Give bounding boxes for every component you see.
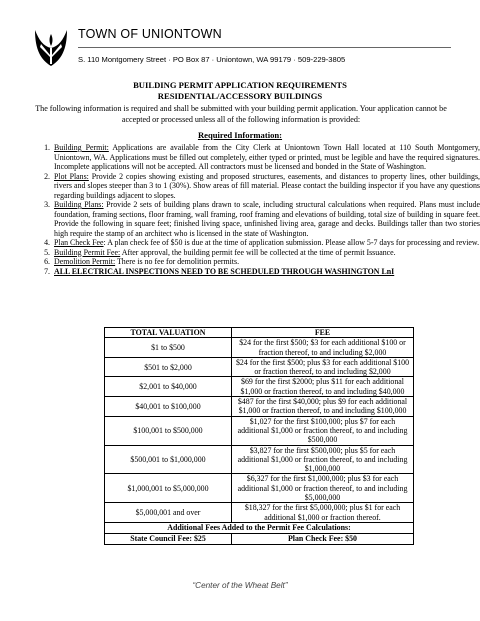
valuation-cell: $500,001 to $1,000,000 xyxy=(105,445,232,474)
fee-cell: $6,327 for the first $1,000,000; plus $3 for each additional $1,000 or fraction thereof, to and including $5,000,000 xyxy=(232,474,414,503)
requirement-label: Demolition Permit: xyxy=(54,257,116,266)
state-council-fee: State Council Fee: $25 xyxy=(105,533,232,544)
additional-fees-values-row xyxy=(105,533,414,544)
requirement-label: Building Permit Fee: xyxy=(54,247,121,257)
requirement-electrical-inspections xyxy=(52,267,480,277)
requirement-text: : A plan check fee of $50 is due at the time of application submission. Please allow 5-7 days for processing and review. xyxy=(103,238,480,247)
requirement-label: Building Plans: xyxy=(54,200,104,209)
table-row xyxy=(105,397,414,417)
fee-cell: $24 for the first $500; $3 for each additional $100 or fraction thereof, to and including $2,000 xyxy=(232,338,414,358)
table-row xyxy=(105,445,414,474)
fee-table xyxy=(104,327,414,545)
requirement-label: ALL ELECTRICAL INSPECTIONS NEED TO BE SCHEDULED THROUGH WASHINGTON LnI xyxy=(54,266,395,276)
valuation-cell: $100,001 to $500,000 xyxy=(105,416,232,445)
town-name: TOWN OF UNIONTOWN xyxy=(78,27,222,41)
additional-fees-row xyxy=(105,522,414,533)
fee-cell: $69 for the first $2000; plus $11 for each additional $1,000 or fraction thereof, to and including $40,000 xyxy=(232,377,414,397)
fee-cell: $1,027 for the first $100,000; plus $7 for each additional $1,000 or fraction thereof, to and including $500,000 xyxy=(232,416,414,445)
requirement-label: Plot Plans: xyxy=(54,171,89,181)
document-title xyxy=(0,80,480,102)
table-row xyxy=(105,377,414,397)
requirement-label: Building Permit: xyxy=(54,143,109,152)
requirement-plan-check-fee xyxy=(52,238,480,248)
table-row xyxy=(105,416,414,445)
footer-slogan: “Center of the Wheat Belt” xyxy=(192,581,288,590)
fee-column-header: FEE xyxy=(232,328,414,338)
title-line-1: BUILDING PERMIT APPLICATION REQUIREMENTS xyxy=(133,80,347,90)
intro-paragraph: The following information is required and shall be submitted with your building permit application. Your application cannot be accepted or processed unless all of the following information is provided: xyxy=(35,104,447,124)
plan-check-fee: Plan Check Fee: $50 xyxy=(232,533,414,544)
additional-fees-heading: Additional Fees Added to the Permit Fee Calculations: xyxy=(105,522,414,533)
requirement-label: Plan Check Fee xyxy=(54,238,104,247)
valuation-column-header: TOTAL VALUATION xyxy=(105,328,232,338)
fee-cell: $487 for the first $40,000; plus $9 for each additional $1,000 or fraction thereof, to and including $100,000 xyxy=(232,397,414,417)
valuation-cell: $1 to $500 xyxy=(105,338,232,358)
required-information-heading xyxy=(0,130,480,140)
requirement-text: After approval, the building permit fee will be collected at the time of permit Issuance. xyxy=(120,247,396,257)
town-address: S. 110 Montgomery Street · PO Box 87 · Uniontown, WA 99179 · 509-229-3805 xyxy=(78,55,346,64)
requirement-text: Provide 2 copies showing existing and proposed structures, easements, and distances to property lines, other buildings, rivers and slopes steeper than 3 to 1 (30%). Show areas of fill material. Please contact the building inspector if you have any questions regarding buildings adjacent to slopes. xyxy=(54,171,480,200)
valuation-cell: $2,001 to $40,000 xyxy=(105,377,232,397)
requirement-plot-plans xyxy=(52,172,480,201)
valuation-cell: $1,000,001 to $5,000,000 xyxy=(105,474,232,503)
fee-cell: $24 for the first $500; plus $3 for each additional $100 or fraction thereof, to and including $2,000 xyxy=(232,357,414,377)
table-row xyxy=(105,503,414,523)
title-line-2: RESIDENTIAL/ACCESSORY BUILDINGS xyxy=(157,91,323,101)
requirement-text: Provide 2 sets of building plans drawn to scale, including structural calculations when required. Plans must include foundation, framing sections, floor framing, wall framing, roof framing and elevations of building, total size of building in square feet. Provide the following in square feet; finished living space, unfinished living area, garage and decks. Buildings taller than two stories high require the stamp of an architect who is licensed in the state of Washington. xyxy=(54,200,480,238)
table-row xyxy=(105,338,414,358)
requirement-building-permit xyxy=(52,143,480,172)
valuation-cell: $5,000,001 and over xyxy=(105,503,232,523)
fee-table-header xyxy=(105,328,414,338)
requirement-building-plans xyxy=(52,200,480,238)
wheat-stalk-icon xyxy=(33,28,69,68)
fee-cell: $3,827 for the first $500,000; plus $5 for each additional $1,000 or fraction thereof, to and including $1,000,000 xyxy=(232,445,414,474)
requirement-text: There is no fee for demolition permits. xyxy=(115,257,240,266)
table-row xyxy=(105,357,414,377)
letterhead-divider xyxy=(78,47,451,48)
valuation-cell: $501 to $2,000 xyxy=(105,357,232,377)
fee-cell: $18,327 for the first $5,000,000; plus $1 for each additional $1,000 or fraction thereof. xyxy=(232,503,414,523)
requirement-building-permit-fee xyxy=(52,248,480,258)
requirements-list xyxy=(30,143,480,276)
valuation-cell: $40,001 to $100,000 xyxy=(105,397,232,417)
letterhead xyxy=(33,26,453,74)
requirement-demolition-permit xyxy=(52,257,480,267)
requirement-text: Applications are available from the City Clerk at Uniontown Town Hall located at 110 South Montgomery, Uniontown, WA. Applications must be filled out completely, either typed or printed, must be legible and have the required signatures. Incomplete applications will not be accepted. All contractors must be licensed and bonded in the State of Washington. xyxy=(54,143,480,171)
table-row xyxy=(105,474,414,503)
required-information-label: Required Information: xyxy=(197,130,283,140)
